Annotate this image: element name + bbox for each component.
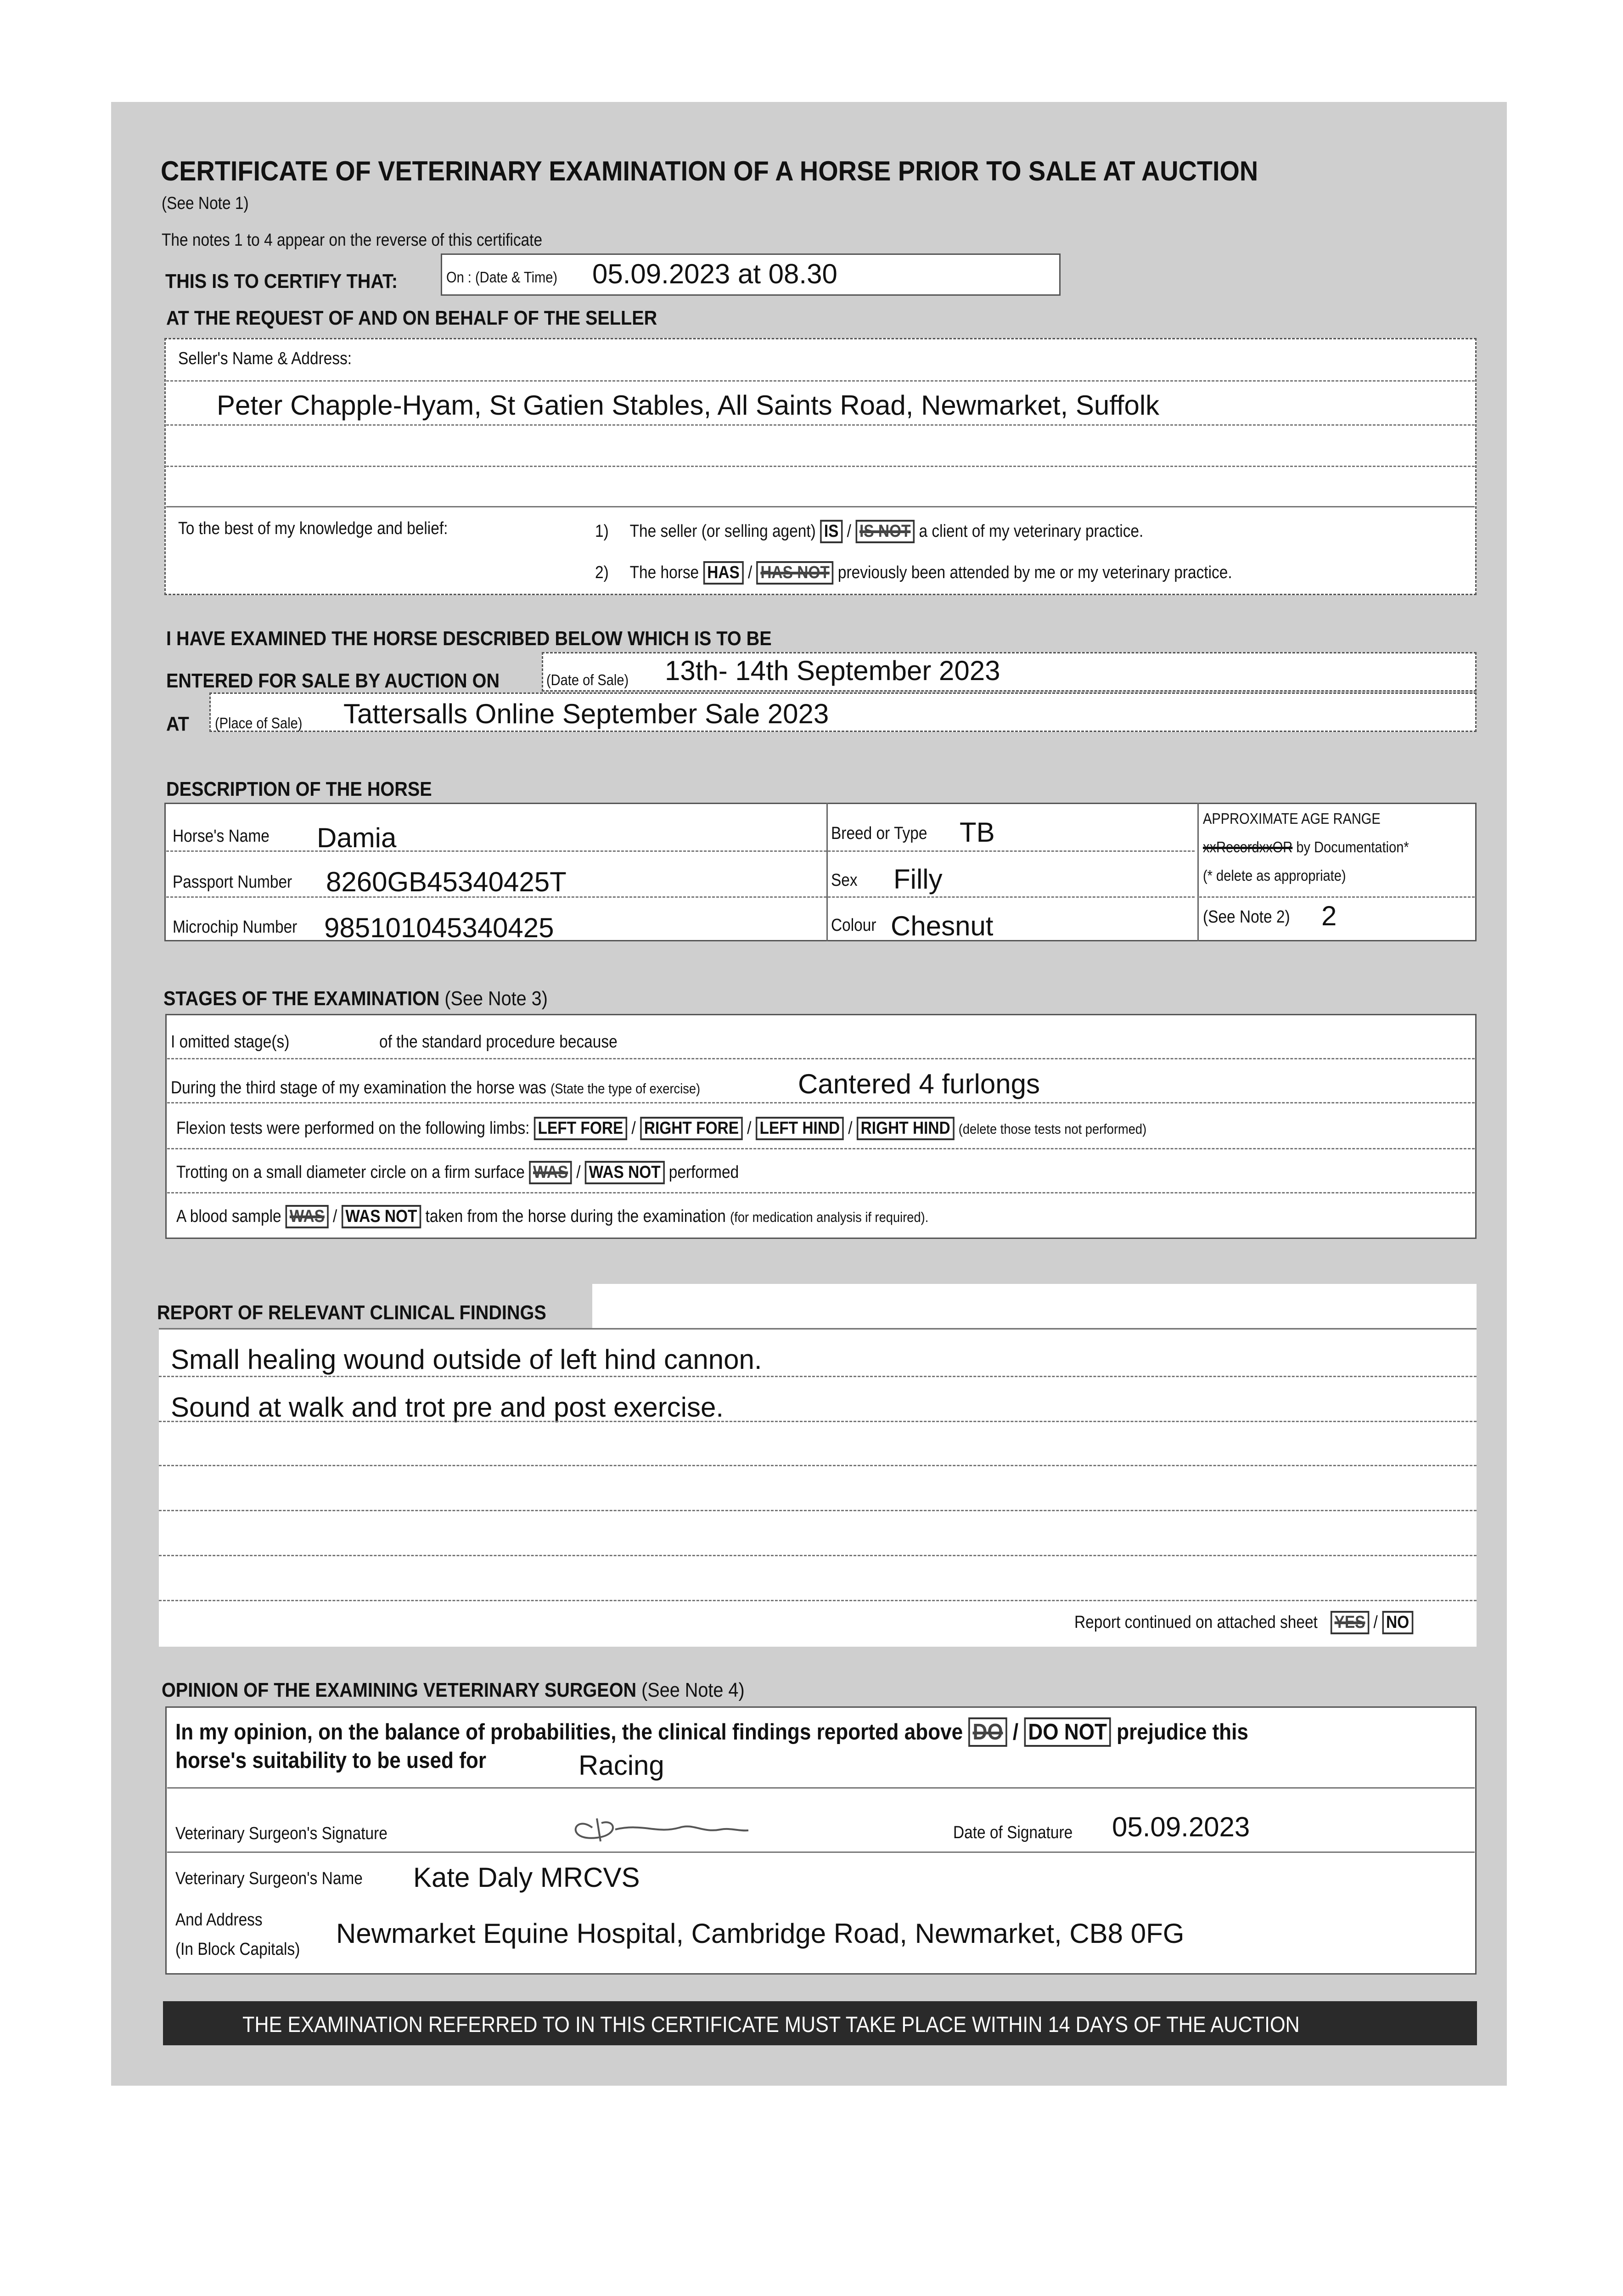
request-line: AT THE REQUEST OF AND ON BEHALF OF THE SELLER	[166, 307, 657, 329]
surgeon-name-value: Kate Daly MRCVS	[413, 1862, 640, 1893]
trotting-was-not-option: WAS NOT	[585, 1161, 665, 1184]
colour-label: Colour	[831, 916, 876, 935]
flexion-right-hind: RIGHT HIND	[857, 1117, 955, 1140]
passport-value: 8260GB45340425T	[326, 867, 567, 897]
knowledge-line-2: 2) The horse HAS / HAS NOT previously been attended by me or my veterinary practice.	[595, 561, 1232, 585]
omitted-label-b: of the standard procedure because	[379, 1032, 618, 1052]
report-heading: REPORT OF RELEVANT CLINICAL FINDINGS	[157, 1301, 546, 1324]
address-value: Newmarket Equine Hospital, Cambridge Road, Newmarket, CB8 0FG	[336, 1918, 1185, 1949]
report-area[interactable]	[159, 1330, 1477, 1647]
opinion-do-option: DO	[968, 1717, 1007, 1747]
address-label-1: And Address	[175, 1910, 263, 1930]
trotting-line: Trotting on a small diameter circle on a firm surface WAS / WAS NOT performed	[176, 1161, 739, 1184]
seller-value: Peter Chapple-Hyam, St Gatien Stables, All Saints Road, Newmarket, Suffolk	[217, 390, 1160, 421]
description-heading: DESCRIPTION OF THE HORSE	[166, 778, 432, 800]
horse-has-not-option: HAS NOT	[757, 561, 834, 585]
sale-date-value: 13th- 14th September 2023	[665, 655, 1000, 686]
at-label: AT	[166, 713, 189, 735]
passport-label: Passport Number	[173, 872, 292, 892]
age-heading: APPROXIMATE AGE RANGE	[1203, 810, 1381, 827]
breed-value: TB	[960, 817, 995, 848]
seller-is-option: IS	[820, 520, 842, 543]
sex-value: Filly	[893, 864, 943, 895]
flexion-line: Flexion tests were performed on the following limbs: LEFT FORE / RIGHT FORE / LEFT HIND / RIGHT HIND (delete those tests not performed)	[176, 1117, 1146, 1140]
seller-label: Seller's Name & Address:	[178, 349, 352, 368]
certify-label: THIS IS TO CERTIFY THAT:	[165, 270, 398, 293]
notes-line: The notes 1 to 4 appear on the reverse of this certificate	[162, 231, 543, 250]
sale-date-label: (Date of Sale)	[546, 671, 629, 688]
use-value: Racing	[578, 1750, 664, 1781]
datetime-value: 05.09.2023 at 08.30	[592, 259, 837, 289]
third-stage-line: During the third stage of my examination the horse was (State the type of exercise)	[171, 1078, 701, 1097]
date-signature-value: 05.09.2023	[1112, 1812, 1250, 1842]
signature-label: Veterinary Surgeon's Signature	[175, 1824, 387, 1843]
opinion-statement-2: horse's suitability to be used for	[175, 1748, 487, 1773]
flexion-left-hind: LEFT HIND	[756, 1117, 844, 1140]
surgeon-name-label: Veterinary Surgeon's Name	[175, 1869, 363, 1888]
opinion-do-not-option: DO NOT	[1024, 1717, 1111, 1747]
opinion-statement: In my opinion, on the balance of probabilities, the clinical findings reported above DO / DO NOT prejudice this	[175, 1717, 1248, 1747]
trotting-was-option: WAS	[529, 1161, 572, 1184]
age-value: 2	[1321, 900, 1337, 931]
report-heading-box	[592, 1284, 1477, 1328]
datetime-label: On : (Date & Time)	[446, 269, 558, 286]
continued-yes-option: YES	[1331, 1611, 1370, 1634]
blood-line: A blood sample WAS / WAS NOT taken from the horse during the examination (for medication analysis if required).	[176, 1205, 928, 1228]
microchip-value: 985101045340425	[324, 912, 554, 943]
continued-no-option: NO	[1382, 1611, 1413, 1634]
flexion-left-fore: LEFT FORE	[534, 1117, 627, 1140]
signature-scribble	[565, 1809, 758, 1851]
blood-was-option: WAS	[286, 1205, 329, 1228]
report-continued: Report continued on attached sheet YES / NO	[1074, 1611, 1413, 1634]
horse-name-label: Horse's Name	[173, 827, 270, 846]
sex-label: Sex	[831, 871, 858, 890]
flexion-right-fore: RIGHT FORE	[640, 1117, 743, 1140]
breed-label: Breed or Type	[831, 824, 927, 843]
page-title: CERTIFICATE OF VETERINARY EXAMINATION OF A HORSE PRIOR TO SALE AT AUCTION	[161, 156, 1258, 186]
knowledge-label: To the best of my knowledge and belief:	[178, 519, 448, 538]
stages-heading: STAGES OF THE EXAMINATION (See Note 3)	[163, 987, 548, 1010]
horse-has-option: HAS	[703, 561, 743, 585]
age-note: (See Note 2)	[1203, 907, 1290, 927]
seller-is-not-option: IS NOT	[855, 520, 915, 543]
age-delete-note: (* delete as appropriate)	[1203, 867, 1346, 884]
date-signature-label: Date of Signature	[953, 1823, 1073, 1842]
age-record-line: xxRecordxxOR by Documentation*	[1203, 838, 1409, 855]
horse-name-value: Damia	[317, 822, 397, 853]
blood-was-not-option: WAS NOT	[342, 1205, 421, 1228]
report-line-2: Sound at walk and trot pre and post exercise.	[171, 1392, 724, 1423]
examined-line: I HAVE EXAMINED THE HORSE DESCRIBED BELOW WHICH IS TO BE	[166, 627, 772, 650]
sale-place-value: Tattersalls Online September Sale 2023	[343, 698, 829, 729]
third-stage-value: Cantered 4 furlongs	[798, 1069, 1040, 1099]
colour-value: Chesnut	[891, 911, 994, 941]
knowledge-line-1: 1) The seller (or selling agent) IS / IS NOT a client of my veterinary practice.	[595, 520, 1143, 543]
footer-text: THE EXAMINATION REFERRED TO IN THIS CERTIFICATE MUST TAKE PLACE WITHIN 14 DAYS OF THE AUCTION	[242, 2013, 1300, 2037]
sale-place-label: (Place of Sale)	[215, 715, 303, 732]
opinion-heading: OPINION OF THE EXAMINING VETERINARY SURGEON (See Note 4)	[162, 1679, 745, 1701]
entered-label: ENTERED FOR SALE BY AUCTION ON	[166, 670, 500, 692]
report-line-1: Small healing wound outside of left hind cannon.	[171, 1344, 762, 1375]
see-note-1: (See Note 1)	[162, 194, 249, 213]
address-label-2: (In Block Capitals)	[175, 1940, 300, 1959]
omitted-label: I omitted stage(s)	[171, 1032, 290, 1052]
microchip-label: Microchip Number	[173, 917, 298, 937]
